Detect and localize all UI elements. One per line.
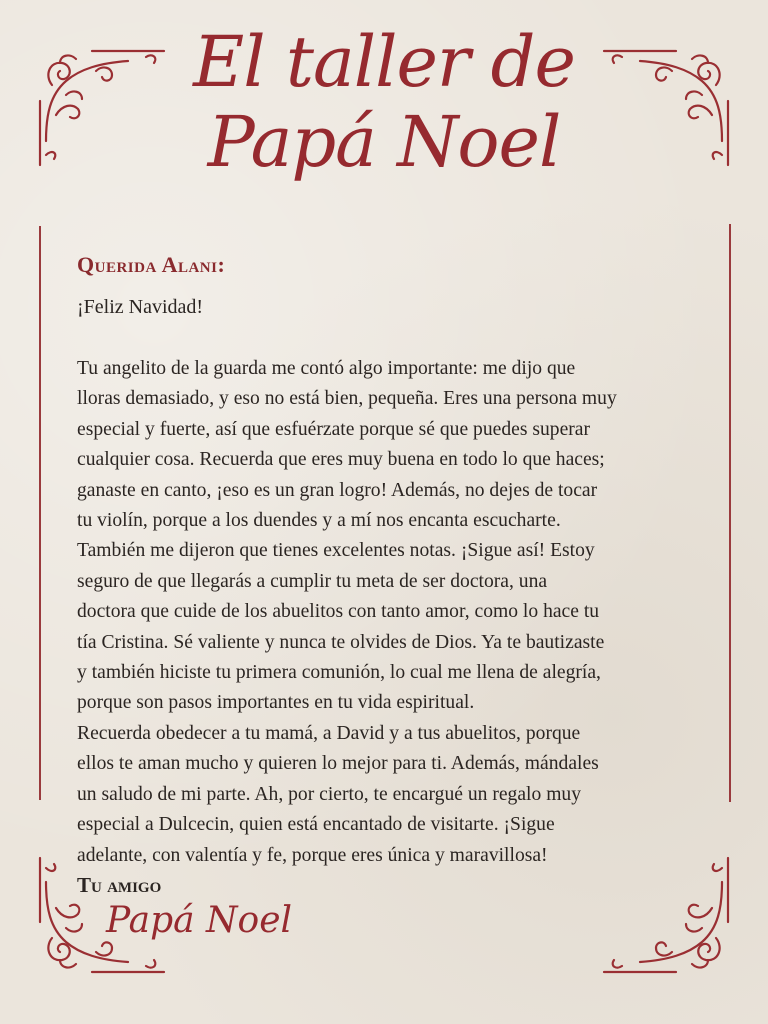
letter-greeting: Querida Alani: [77, 252, 226, 277]
letter-signature: Papá Noel [106, 900, 293, 941]
letter-body: Tu angelito de la guarda me contó algo importante: me dijo que lloras demasiado, y eso no está bien, pequeña. Eres una persona muy especial y fuerte, así que esfuérzate porque sé que puedes superar cualquier cosa. Recuerda que eres muy buena en todo lo que haces; ganaste en canto, ¡eso es un gran logro! Además, no dejes de tocar tu violín, porque a los duendes y a mí nos encanta escucharte. También me dijeron que tienes excelentes notas. ¡Sigue así! Estoy seguro de que llegarás a cumplir tu meta de ser doctora, una doctora que cuide de los abuelitos con tanto amor, como lo hace tu tía Cristina. Sé valiente y nunca te olvides de Dios. Ya te bautizaste y también hiciste tu primera comunión, lo cual me llena de alegría, porque son pasos importantes en tu vida espiritual. Recuerda obedecer a tu mamá, a David y a tus abuelitos, porque ellos te aman mucho y quieren lo mejor para ti. Además, mándales un saludo de mi parte. Ah, por cierto, te encargué un regalo muy especial a Dulcecin, quien está encantado de visitarte. ¡Sigue adelante, con valentía y fe, porque eres única y maravillosa! [77, 358, 617, 866]
ornamental-corner-icon [36, 45, 166, 175]
title-line-1: El taller de [193, 21, 575, 103]
title-line-2: Papá Noel [207, 101, 561, 183]
ornamental-corner-icon [602, 45, 732, 175]
border-line-right [729, 224, 731, 802]
letter-closing: Tu amigo [77, 873, 162, 897]
border-line-left [39, 226, 41, 800]
letter-opening: ¡Feliz Navidad! [77, 296, 204, 318]
